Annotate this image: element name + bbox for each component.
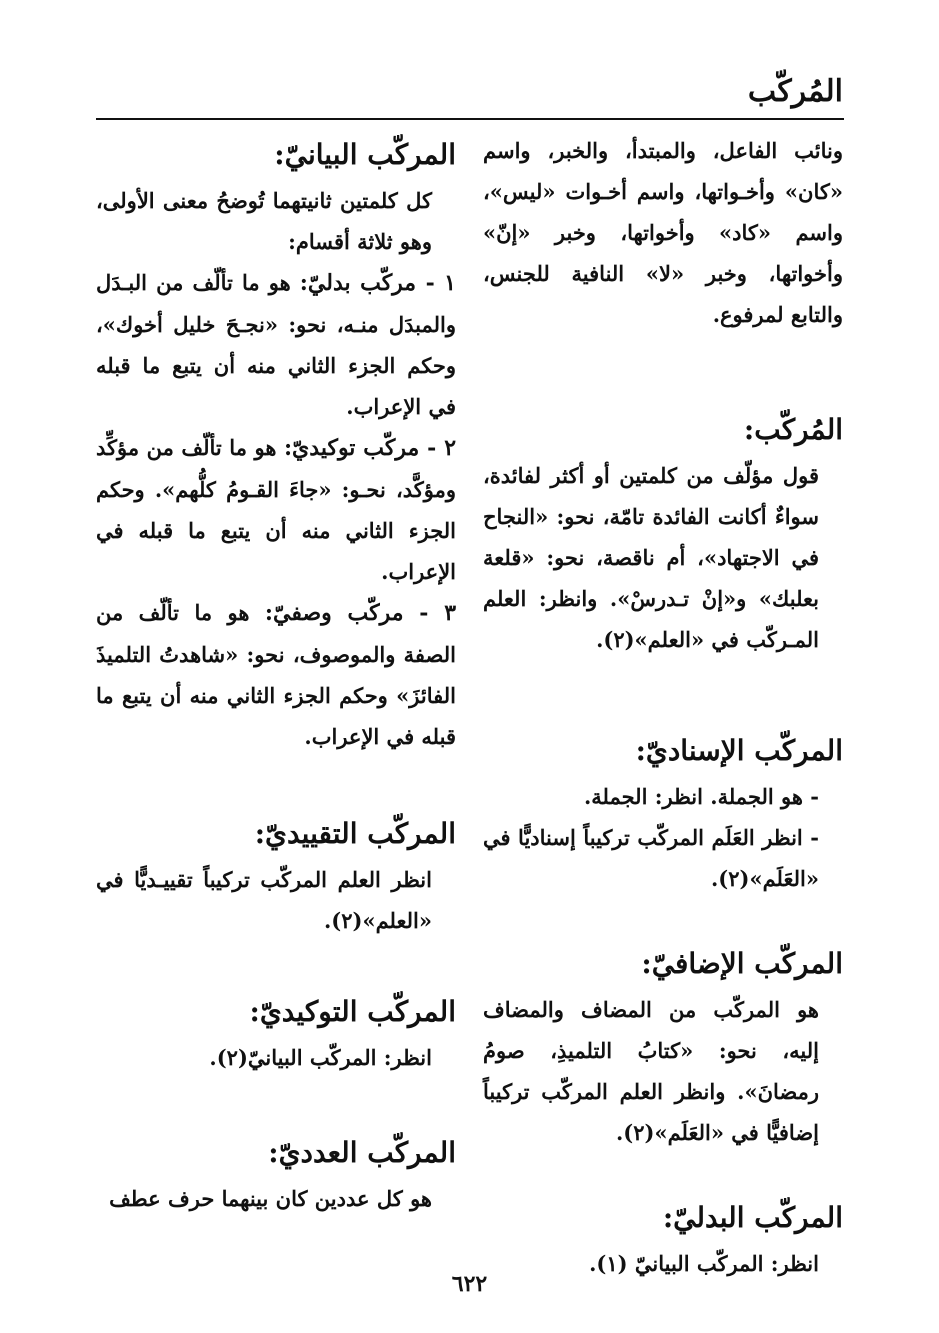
- subitem-text: هو ما تألّف من البـدَل والمبدَل منـه، نحو: «نجـحَ خليل أخوك»، وحكم الجزء الثاني منه أن يتبع ما قبله في الإعراب.: [96, 270, 456, 419]
- continuation-paragraph: ونائب الفاعل، والمبتدأ، والخبر، واسم «كان» وأخـواتها، واسم أخـوات «ليس»، واسم «كاد» وأخواتها، وخبر «إنّ» وأخواتها، وخبر «لا» النافية للجنس، والتابع لمرفوع.: [483, 138, 843, 327]
- entry-body: قول مؤلّف من كلمتين أو أكثر لفائدة، سواءٌ أكانت الفائدة تامّة، نحو: «النجاح في الاجتهاد»، أم ناقصة، نحو: «قلعة بعلبك» و«إنْ تـدرسْ». وانظر: العلم المـركّب في «العلم»(٢).: [483, 463, 819, 652]
- entry-body: انظر: المركّب البيانيّ(٢).: [209, 1045, 432, 1070]
- entry-heading: المركّب البيانيّ:: [274, 138, 456, 171]
- entry-heading: المركّب التقييديّ:: [254, 817, 456, 850]
- subitem-label: ١ - مركّب بدليّ:: [299, 270, 456, 296]
- subitem-label: ٣ - مركّب وصفيّ:: [264, 600, 457, 626]
- entry-murakkab-taqyidi: [96, 809, 456, 941]
- entry-murakkab-tawkidi: [96, 987, 456, 1078]
- header-rule: [96, 118, 844, 120]
- entry-heading: المركّب العدديّ:: [268, 1136, 456, 1169]
- subitem-label: ٢ - مركّب توكيديّ:: [283, 435, 457, 461]
- entry-murakkab-adadi: [96, 1128, 456, 1219]
- page-number: ٦٢٢: [451, 1271, 488, 1297]
- running-head: المُركّب: [747, 74, 843, 109]
- entry-subitem: [96, 427, 456, 592]
- right-column: [483, 130, 843, 1284]
- left-column: [96, 130, 456, 1219]
- entry-heading: المركّب البدليّ:: [662, 1201, 843, 1234]
- entry-murakkab-bayani: [96, 130, 456, 757]
- entry-body: هو المركّب من المضاف والمضاف إليه، نحو: «كتابُ التلميذِ، صومُ رمضانَ». وانظر العلم المركّب تركيباً إضافيًّا في «العَلَم»(٢).: [483, 997, 819, 1145]
- entry-heading: المركّب الإضافيّ:: [641, 947, 843, 980]
- entry-heading: المُركّب:: [743, 413, 843, 446]
- entry-body: هو كل عددين كان بينهما حرف عطف: [109, 1186, 432, 1211]
- entry-murakkab: [483, 405, 843, 660]
- entry-murakkab-isnadi: [483, 726, 843, 899]
- subitem-text: هو ما تألّف من مؤكِّد ومؤكَّد، نحـو: «جاءَ القـومُ كلُّهم». وحكم الجزء الثاني منه أن يتبع ما قبله في الإعراب.: [96, 435, 456, 584]
- entry-list-item: - هو الجملة. انظر: الجملة.: [583, 784, 819, 809]
- entry-subitem: [96, 262, 456, 427]
- entry-list-item: - انظر العَلَم المركّب تركيباً إسناديًّا في «العَلَم»(٢).: [483, 825, 819, 891]
- entry-heading: المركّب التوكيديّ:: [249, 995, 456, 1028]
- entry-body: انظر العلم المركّب تركيباً تقييـديًّا في «العلم»(٢).: [96, 867, 432, 933]
- entry-body: انظر: المركّب البيانيّ (١).: [589, 1251, 819, 1276]
- entry-body: كل كلمتين ثانيتهما تُوضحُ معنى الأولى، وهو ثلاثة أقسام:: [96, 188, 432, 254]
- subitem-text: هو ما تألّف من الصفة والموصوف، نحو: «شاهدتُ التلميذَ الفائزَ» وحكم الجزء الثاني منه أن يتبع ما قبله في الإعراب.: [96, 600, 456, 749]
- entry-subitem: [96, 592, 456, 757]
- entry-murakkab-idafi: [483, 939, 843, 1153]
- entry-heading: المركّب الإسناديّ:: [635, 734, 843, 767]
